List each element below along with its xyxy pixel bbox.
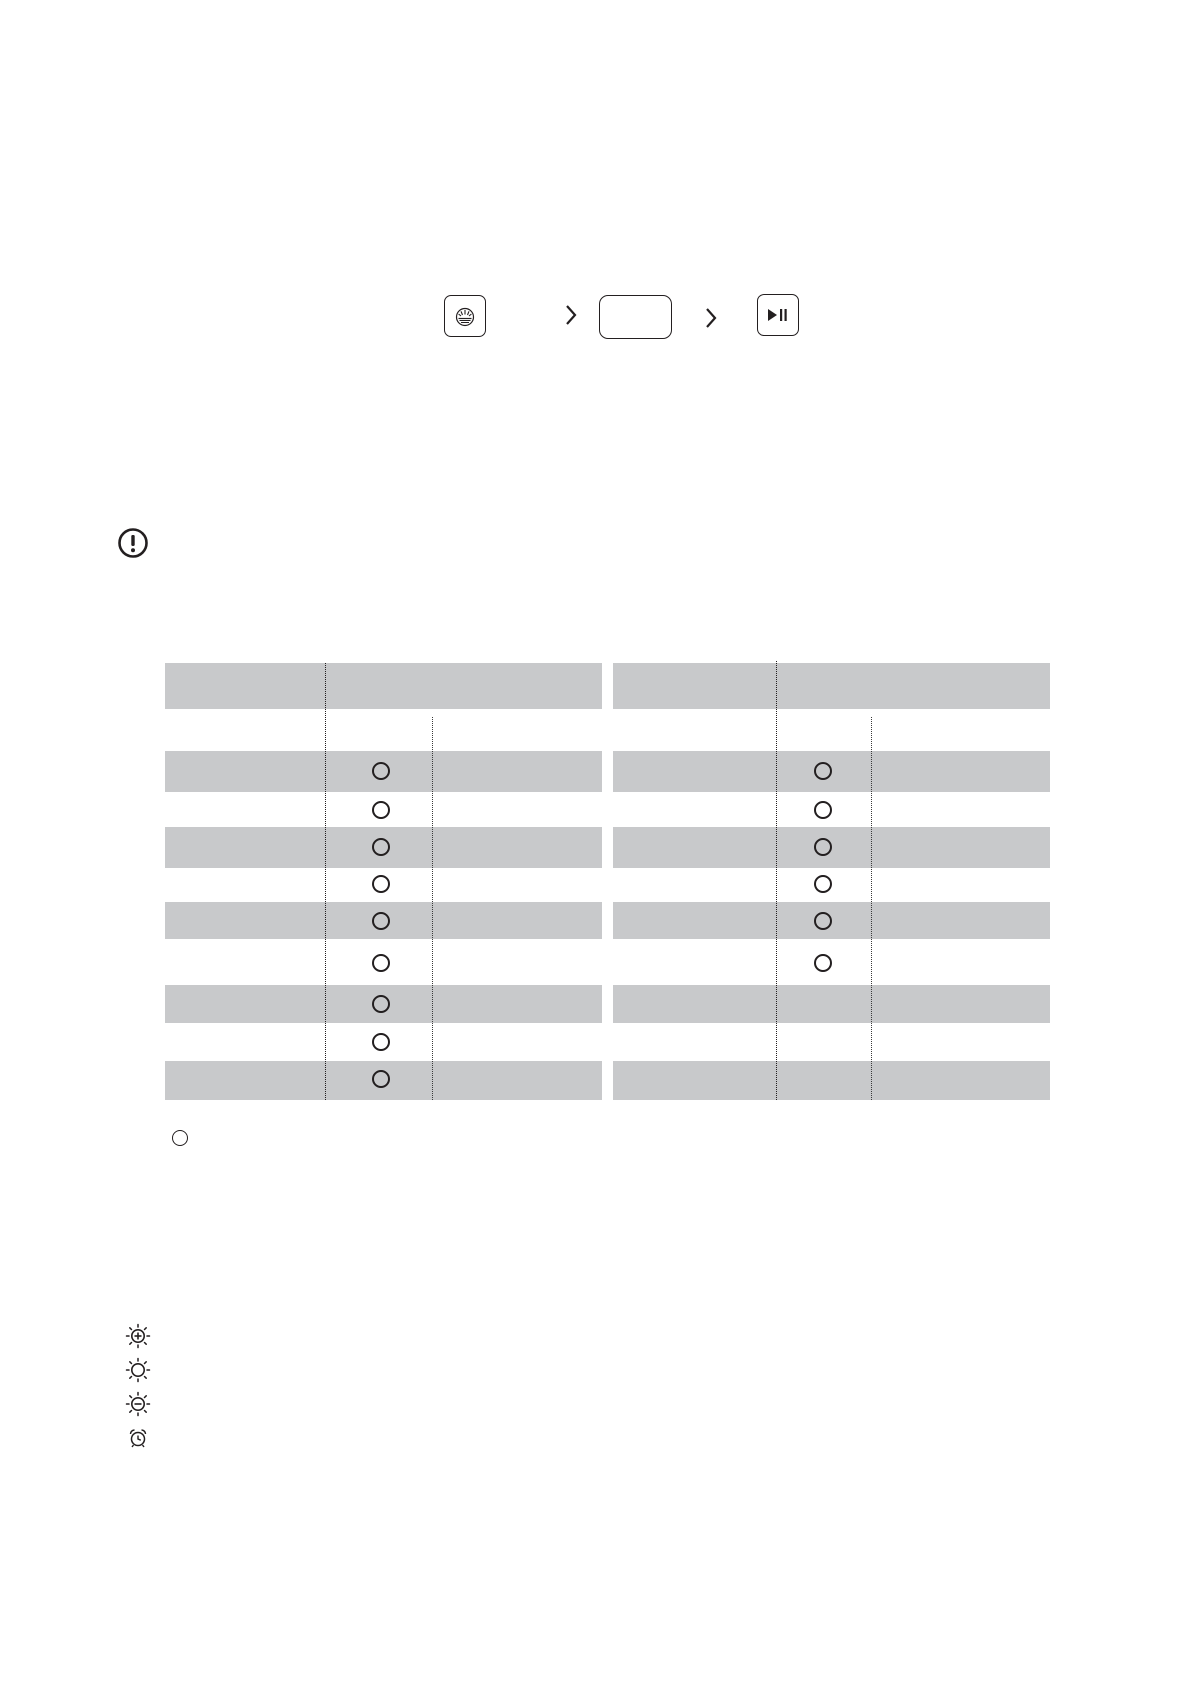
chevron-right-icon (564, 303, 578, 327)
program-available-marker (814, 954, 832, 972)
program-available-marker (372, 1070, 390, 1088)
chevron-right-icon (704, 306, 718, 330)
program-button[interactable] (444, 295, 486, 337)
program-available-marker (372, 875, 390, 893)
play-pause-icon (765, 306, 791, 324)
program-available-marker (814, 875, 832, 893)
program-available-marker (372, 801, 390, 819)
program-available-marker (372, 954, 390, 972)
alarm-clock-icon (124, 1424, 152, 1452)
warning-exclamation-icon (117, 527, 149, 559)
sun-icon (124, 1356, 152, 1384)
program-available-marker (814, 912, 832, 930)
program-available-marker (372, 995, 390, 1013)
program-available-marker (814, 801, 832, 819)
start-pause-button[interactable] (757, 294, 799, 336)
program-available-marker (372, 1033, 390, 1051)
table-header-row (613, 663, 1050, 709)
program-available-marker (372, 912, 390, 930)
table-row-band (613, 1061, 1050, 1100)
column-divider (432, 717, 433, 1100)
table-header-row (165, 663, 602, 709)
column-divider (871, 717, 872, 1100)
table-row-band (613, 985, 1050, 1023)
circle-marker-icon (172, 1130, 188, 1146)
select-button[interactable] (599, 295, 672, 339)
column-divider (325, 663, 326, 1100)
steam-program-icon (450, 301, 480, 331)
program-available-marker (372, 762, 390, 780)
program-available-marker (372, 838, 390, 856)
sun-plus-icon (124, 1322, 152, 1350)
program-available-marker (814, 838, 832, 856)
program-available-marker (814, 762, 832, 780)
program-table-right (613, 663, 1050, 1100)
sun-minus-icon (124, 1390, 152, 1418)
column-divider (776, 661, 777, 1100)
program-table-left (165, 663, 602, 1100)
